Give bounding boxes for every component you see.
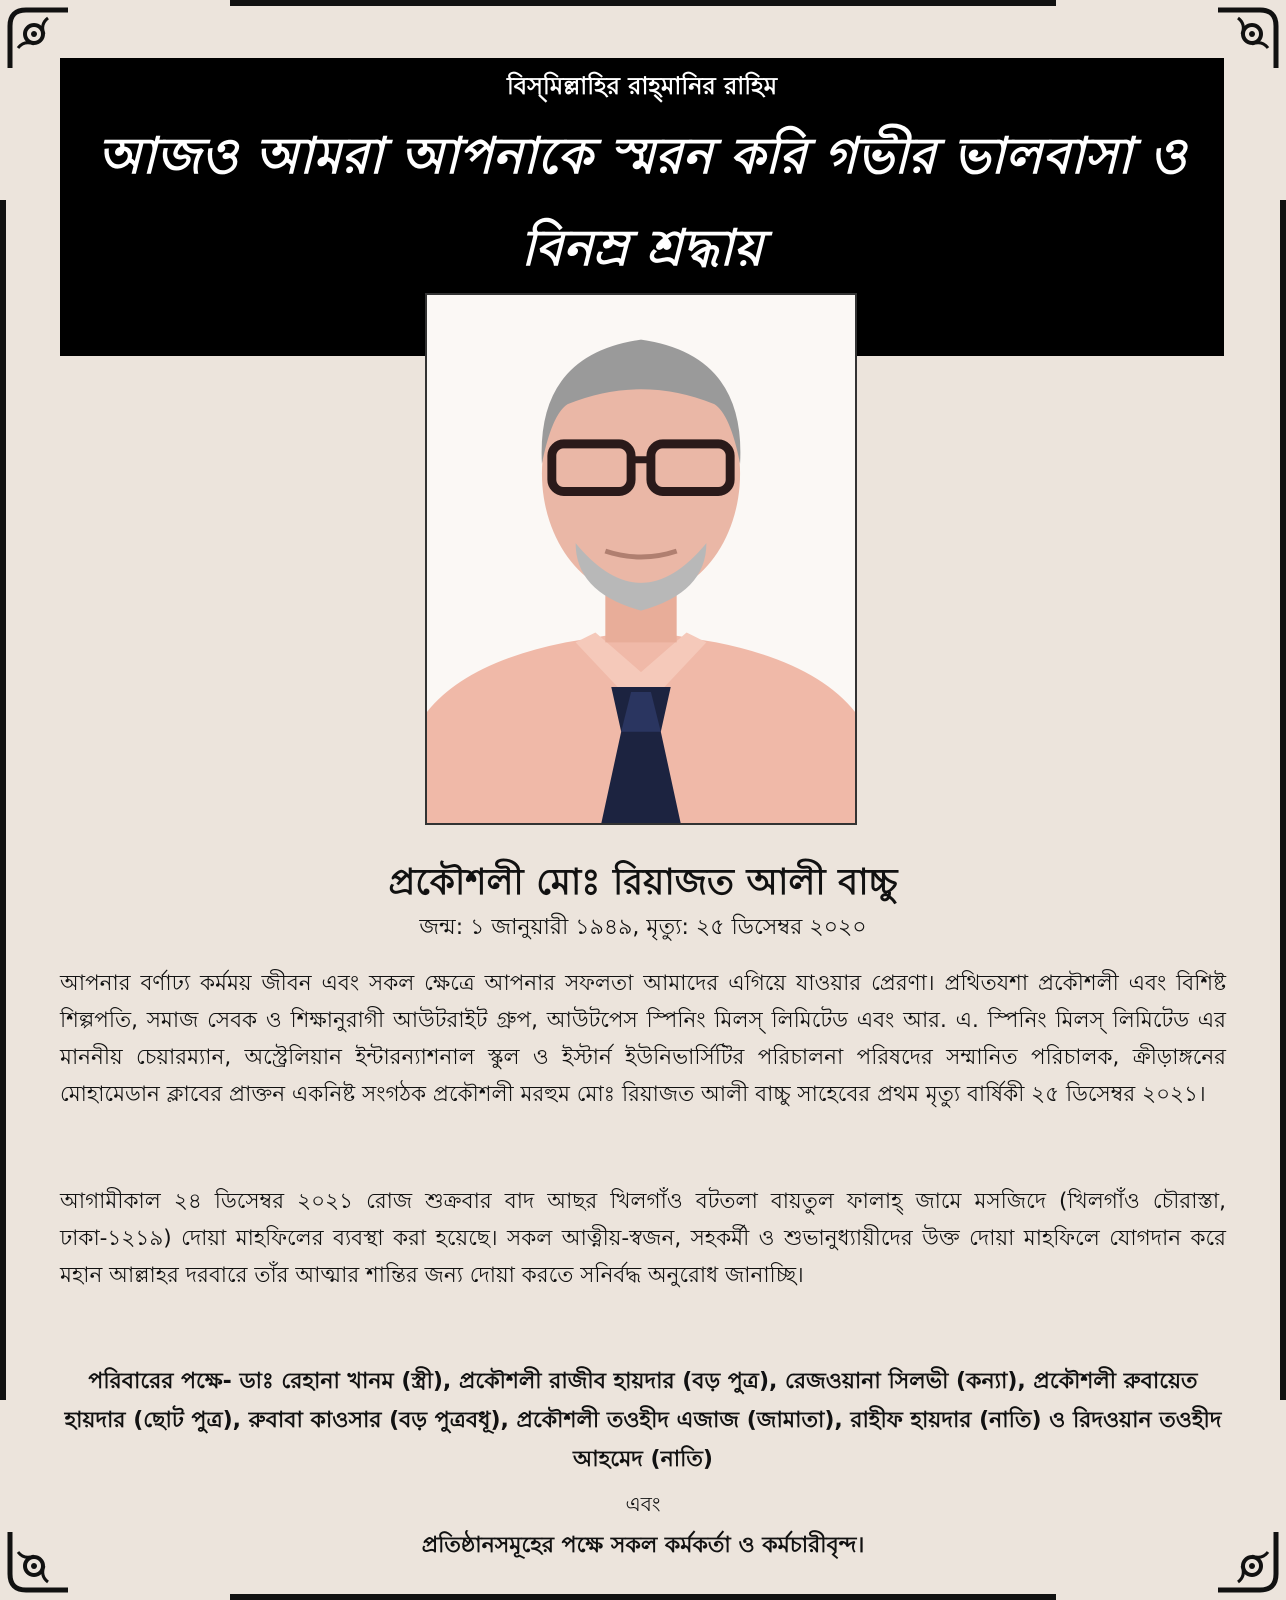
headline: আজও আমরা আপনাকে স্মরন করি গভীর ভালবাসা ও বিনম্র শ্রদ্ধায়: [97, 126, 1187, 277]
family-signatories: পরিবারের পক্ষে- ডাঃ রেহানা খানম (স্ত্রী), প্রকৌশলী রাজীব হায়দার (বড় পুত্র), রেজওয়ানা সিলভী (কন্যা), প্রকৌশলী রুবায়েত হায়দার (ছোট পুত্র), রুবাবা কাওসার (বড় পুত্রবধূ), প্রকৌশলী তওহীদ এজাজ (জামাতা), রাহীফ হায়দার (নাতি) ও রিদওয়ান তওহীদ আহমেদ (নাতি): [64, 1369, 1222, 1472]
tribute-paragraph: আপনার বর্ণাঢ্য কর্মময় জীবন এবং সকল ক্ষেত্রে আপনার সফলতা আমাদের এগিয়ে যাওয়ার প্রেরণা। প্রথিতযশা প্রকৌশলী এবং বিশিষ্ট শিল্পপতি, সমাজ সেবক ও শিক্ষানুরাগী আউটরাইট গ্রুপ, আউটপেস স্পিনিং মিলস্ লিমিটেড এবং আর. এ. স্পিনিং মিলস্ লিমিটেড এর মাননীয় চেয়ারম্যান, অস্ট্রেলিয়ান ইন্টারন্যাশনাল স্কুল ও ইস্টার্ন ইউনিভার্সিটির পরিচালনা পরিষদের সম্মানিত পরিচালক, ক্রীড়াঙ্গনের মোহামেডান ক্লাবের প্রাক্তন একনিষ্ট সংগঠক প্রকৌশলী মরহুম মোঃ রিয়াজত আলী বাচ্চু সাহেবের প্রথম মৃত্যু বার্ষিকী ২৫ ডিসেম্বর ২০২১।: [60, 971, 1226, 1107]
frame-right-border: [1280, 200, 1286, 1400]
organization-signatories: প্রতিষ্ঠানসমূহের পক্ষে সকল কর্মকর্তা ও কর্মচারীবৃন্দ।: [421, 1533, 865, 1558]
frame-top-border: [230, 0, 1056, 6]
deceased-name: প্রকৌশলী মোঃ রিয়াজত আলী বাচ্চু: [388, 862, 898, 903]
portrait-photo: [425, 293, 857, 825]
birth-death-dates: জন্ম: ১ জানুয়ারী ১৯৪৯, মৃত্যু: ২৫ ডিসেম্বর ২০২০: [419, 915, 867, 940]
prayer-announcement-paragraph: আগামীকাল ২৪ ডিসেম্বর ২০২১ রোজ শুক্রবার বাদ আছর খিলগাঁও বটতলা বায়তুল ফালাহ্ জামে মসজিদে (খিলগাঁও চৌরাস্তা, ঢাকা-১২১৯) দোয়া মাহফিলের ব্যবস্থা করা হয়েছে। সকল আত্নীয়-স্বজন, সহকর্মী ও শুভানুধ্যায়ীদের উক্ত দোয়া মাহফিলে যোগদান করে মহান আল্লাহর দরবারে তাঁর আত্মার শান্তির জন্য দোয়া করতে সনির্বদ্ধ অনুরোধ জানাচ্ছি।: [60, 1189, 1226, 1288]
frame-bottom-border: [230, 1594, 1056, 1600]
bismillah-line: বিস্‌মিল্লাহির রাহ্‌মানির রাহিম: [506, 72, 778, 100]
frame-left-border: [0, 200, 6, 1400]
conjunction-and: এবং: [625, 1492, 661, 1516]
